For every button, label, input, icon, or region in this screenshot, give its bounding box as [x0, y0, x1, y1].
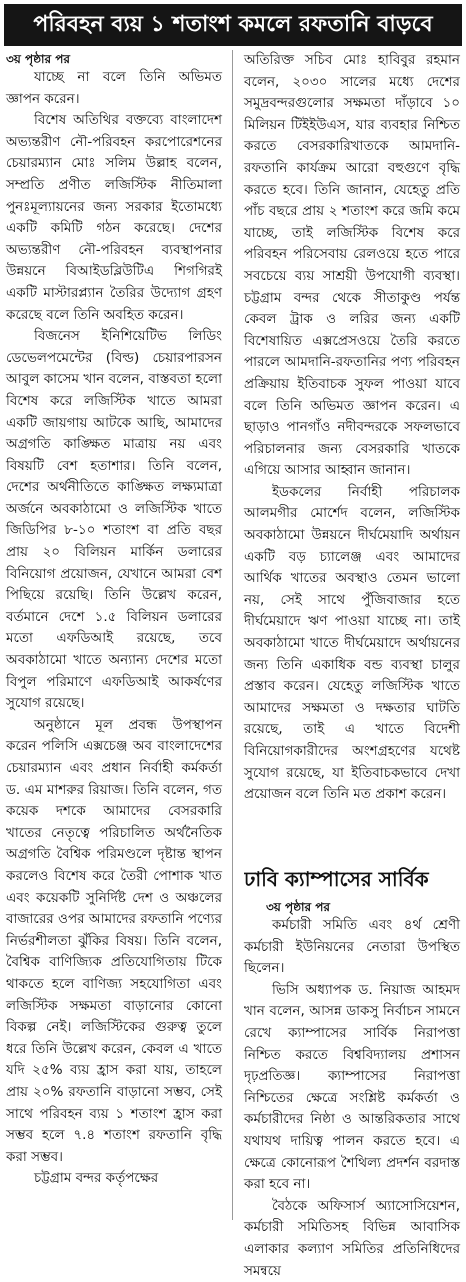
paragraph: যাচ্ছে না বলে তিনি অভিমত জ্ঞাপন করেন।: [6, 69, 222, 107]
second-story-headline: [244, 862, 460, 896]
paragraph: অনুষ্ঠানে মূল প্রবন্ধ উপস্থাপন করেন পলিসি এক্সচেঞ্জ অব বাংলাদেশের চেয়ারম্যান এবং প্রধান নির্বাহী কর্মকর্তা ড. এম মাশরুর রিয়াজ। তিনি বলেন, গত কয়েক দশকে আমাদের বেসরকারি খাতের নেতৃত্বে পরিচালিত অর্থনৈতিক অগ্রগতি বৈশ্বিক পরিমণ্ডলে দৃষ্টান্ত স্থাপন করলেও বিশেষ করে তৈরী পোশাক খাত এবং কয়েকটি সুনির্দিষ্ট দেশ ও অঞ্চলের বাজারের ওপর আমাদের রফতানি পণ্যের নির্ভরশীলতা ঝুঁকির বিষয়। তিনি বলেন, বৈশ্বিক বাণিজ্যিক প্রতিযোগিতায় টিকে থাকতে হলে বাণিজ্য সহযোগিতা এবং লজিস্টিক সক্ষমতা বাড়ানোর কোনো বিকল্প নেই। লজিস্টিকের গুরুত্ব তুলে ধরে তিনি উল্লেখ করেন, কেবল এ খাতে যদি ২৫% ব্যয় হ্রাস করা যায়, তাহলে প্রায় ২০% রফতানি বাড়ানো সম্ভব, সেই সাথে পরিবহন ব্যয় ১ শতাংশ হ্রাস করা সম্ভব হলে ৭.৪ শতাংশ রফতানি বৃদ্ধি করা সম্ভব।: [6, 716, 222, 1165]
headline: পরিবহন ব্যয় ১ শতাংশ কমলে রফতানি বাড়বে: [33, 12, 433, 37]
paragraph: ভিসি অধ্যাপক ড. নিয়াজ আহমদ খান বলেন, আসন্ন ডাকসু নির্বাচন সামনে রেখে ক্যাম্পাসের সার্বিক নিরাপত্তা নিশ্চিত করতে বিশ্ববিদ্যালয় প্রশাসন দৃঢ়প্রতিজ্ঞ। ক্যাম্পাসের নিরাপত্তা নিশ্চিতের ক্ষেত্রে সংশ্লিষ্ট কর্মকর্তা ও কর্মচারীদের নিষ্ঠা ও আন্তরিকতার সাথে যথাযথ দায়িত্ব পালন করতে হবে। এ ক্ষেত্রে কোনোরূপ শৈথিল্য প্রদর্শন বরদাস্ত করা হবে না।: [244, 981, 460, 1193]
paragraph: বিশেষ অতিথির বক্তব্যে বাংলাদেশ অভ্যন্তরীণ নৌ-পরিবহন করপোরেশনের চেয়ারম্যান মোঃ সলিম উল্লাহ বলেন, সম্প্রতি প্রণীত লজিস্টিক নীতিমালা পুনঃমূল্যায়নের জন্য সরকার ইতোমধ্যে একটি কমিটি গঠন করেছে। দেশের অভ্যন্তরীণ নৌ-পরিবহন ব্যবস্থাপনার উন্নয়নে বিআইডব্লিউটিএ শিগগিরই একটি মাস্টারপ্ল্যান তৈরির উদ্যোগ গ্রহণ করেছে বলে তিনি অবহিত করেন।: [6, 112, 222, 323]
article-column-left: [6, 50, 222, 1190]
column-divider: [232, 50, 233, 1220]
continued-from-label: ৩য় পৃষ্ঠার পর: [6, 52, 71, 66]
paragraph: বিজনেস ইনিশিয়েটিভ লিডিং ডেভেলপমেন্টের (বিল্ড) চেয়ারপারসন আবুল কাসেম খান বলেন, বাস্তবতা হলো বিশেষ করে লজিস্টিক খাতে আমরা একটি জায়গায় আটকে আছি, আমাদের অগ্রগতি কাঙ্ক্ষিত মাত্রায় নয় এবং বিষয়টি বেশ হতাশার। তিনি বলেন, দেশের অর্থনীতিতে কাঙ্ক্ষিত লক্ষ্যমাত্রা অর্জনে অবকাঠামো ও লজিস্টিক খাতে জিডিপির ৮-১০ শতাংশ বা প্রতি বছর প্রায় ২০ বিলিয়ন মার্কিন ডলারের বিনিয়োগ প্রয়োজন, যেখানে আমরা বেশ পিছিয়ে রয়েছি। তিনি উল্লেখ করেন, বর্তমানে দেশে ১.৫ বিলিয়ন ডলারের মতো এফডিআই রয়েছে, তবে অবকাঠামো খাতে অন্যান্য দেশের মতো বিপুল পরিমাণে এফডিআই আকর্ষণের সুযোগ রয়েছে।: [6, 328, 222, 712]
paragraph: ইডকলের নির্বাহী পরিচালক আলমগীর মোর্শেদ বলেন, লজিস্টিক অবকাঠামো উন্নয়নে দীর্ঘমেয়াদি অর্থায়ন একটি বড় চ্যালেঞ্জ এবং আমাদের আর্থিক খাতের অবস্থাও তেমন ভালো নয়, সেই সাথে পুঁজিবাজার হতে দীর্ঘমেয়াদে ঋণ পাওয়া যাচ্ছে না। তাই অবকাঠামো খাতে দীর্ঘমেয়াদে অর্থায়নের জন্য তিনি একাধিক বন্ড ব্যবস্থা চালুর প্রস্তাব করেন। যেহেতু লজিস্টিক খাতে আমাদের সক্ষমতা ও দক্ষতার ঘাটতি রয়েছে, তাই এ খাতে বিদেশী বিনিয়োগকারীদের অংশগ্রহণের যথেষ্ট সুযোগ রয়েছে, যা ইতিবাচকভাবে দেখা প্রয়োজন বলে তিনি মত প্রকাশ করেন।: [244, 483, 460, 803]
second-story-body: [244, 900, 460, 1282]
article-column-right: [244, 50, 460, 806]
paragraph: চট্টগ্রাম বন্দর কর্তৃপক্ষের: [34, 1170, 159, 1187]
paragraph: বৈঠকে অফিসার্স অ্যাসোসিয়েশন, কর্মচারী সমিতিসহ বিভিন্ন আবাসিক এলাকার কল্যাণ সমিতির প্রতিনিধিদের সমন্বয়ে: [244, 1197, 460, 1279]
paragraph: কর্মচারী সমিতি এবং ৪র্থ শ্রেণী কর্মচারী ইউনিয়নের নেতারা উপস্থিত ছিলেন।: [244, 917, 460, 977]
second-story-title: ঢাবি ক্যাম্পাসের সার্বিক: [244, 867, 429, 891]
paragraph: অতিরিক্ত সচিব মোঃ হাবিবুর রহমান বলেন, ২০৩০ সালের মধ্যে দেশের সমুদ্রবন্দরগুলোর সক্ষমতা দাঁড়াবে ১০ মিলিয়ন টিইইউএস, যার ব্যবহার নিশ্চিত করতে বেসরকারিখাতকে আমদানি-রফতানি কার্যক্রম আরো বহুগুণে বৃদ্ধি করতে হবে। তিনি জানান, যেহেতু প্রতি পাঁচ বছরে প্রায় ২ শতাংশ করে জমি কমে যাচ্ছে, তাই লজিস্টিক বিশেষ করে পরিবহন পরিসেবায় রেলওয়ে হতে পারে সবচেয়ে ব্যয় সাশ্রয়ী উপযোগী ব্যবস্থা। চট্টগ্রাম বন্দর থেকে সীতাকুণ্ড পর্যন্ত কেবল ট্রাক ও লরির জন্য একটি বিশেষায়িত এক্সপ্রেসওয়ে তৈরি করতে পারলে আমদানি-রফতানির পণ্য পরিবহন প্রক্রিয়ায় ইতিবাচক সুফল পাওয়া যাবে বলে তিনি অভিমত জ্ঞাপন করেন। এ ছাড়াও পানগাঁও নদীবন্দরকে সফলভাবে পরিচালনার জন্য বেসরকারি খাতকে এগিয়ে আসার আহ্বান জানান।: [244, 52, 460, 479]
headline-banner: [4, 4, 462, 46]
continued-from-label: ৩য় পৃষ্ঠার পর: [266, 900, 331, 914]
